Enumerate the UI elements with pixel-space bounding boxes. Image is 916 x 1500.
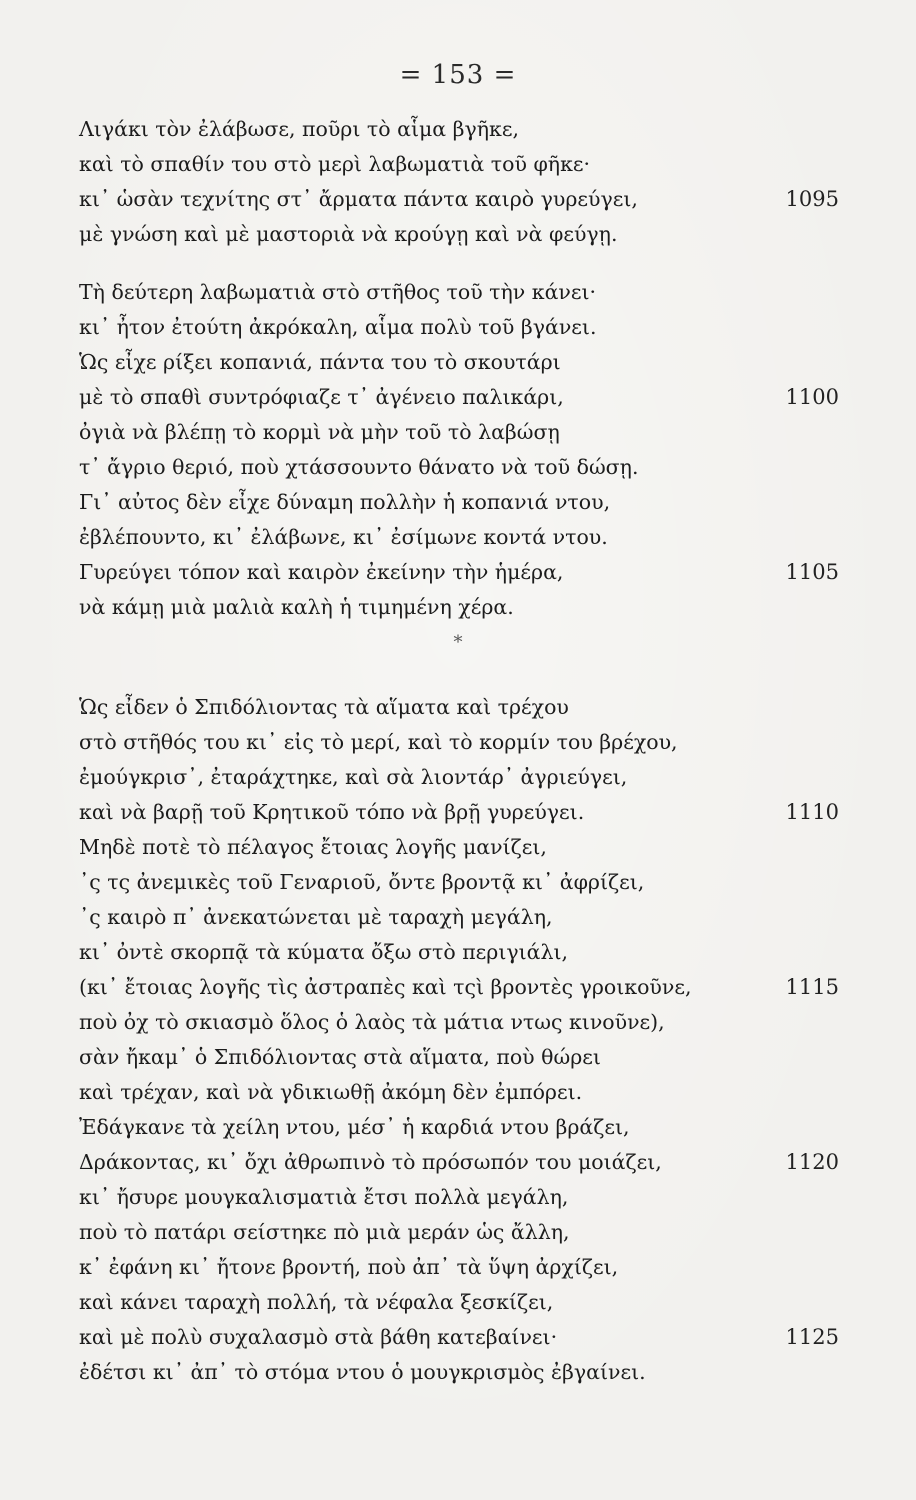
verse-line — [79, 1250, 839, 1285]
verse-text: Μηδὲ ποτὲ τὸ πέλαγος ἔτοιας λογῆς μανίζει, — [79, 835, 547, 859]
verse-line — [79, 1320, 839, 1355]
verse-line — [79, 1215, 839, 1250]
verse-text: κι᾽ ὡσὰν τεχνίτης στ᾽ ἄρματα πάντα καιρὸ γυρεύγει, — [79, 187, 638, 211]
line-number: 1115 — [785, 975, 839, 999]
verse-line — [79, 485, 839, 520]
verse-text: ᾽ς τς ἀνεμικὲς τοῦ Γεναριοῦ, ὄντε βροντᾷ κι᾽ ἀφρίζει, — [79, 870, 645, 894]
verse-text: καὶ μὲ πολὺ συχαλασμὸ στὰ βάθη κατεβαίνει· — [79, 1325, 558, 1349]
verse-text: καὶ τὸ σπαθίν του στὸ μερὶ λαβωματιὰ τοῦ φῆκε· — [79, 152, 591, 176]
verse-line — [79, 830, 839, 865]
verse-text: σὰν ἤκαμ᾽ ὁ Σπιδόλιοντας στὰ αἵματα, ποὺ θώρει — [79, 1045, 601, 1069]
verse-text: καὶ τρέχαν, καὶ νὰ γδικιωθῇ ἀκόμη δὲν ἐμπόρει. — [79, 1080, 583, 1104]
verse-text: ποὺ ὀχ τὸ σκιασμὸ ὅλος ὁ λαὸς τὰ μάτια ντως κινοῦνε), — [79, 1010, 665, 1034]
verse-line — [79, 217, 839, 252]
verse-text: κι᾽ ἦτον ἐτούτη ἀκρόκαλη, αἷμα πολὺ τοῦ βγάνει. — [79, 315, 597, 339]
verse-text: κ᾽ ἐφάνη κι᾽ ἤτονε βροντή, ποὺ ἀπ᾽ τὰ ὕψη ἀρχίζει, — [79, 1255, 619, 1279]
verse-line — [79, 555, 839, 590]
verse-text: στὸ στῆθός του κι᾽ εἰς τὸ μερί, καὶ τὸ κορμίν του βρέχου, — [79, 730, 678, 754]
verse-text: τ᾽ ἄγριο θεριό, ποὺ χτάσσουντο θάνατο νὰ τοῦ δώσῃ. — [79, 455, 639, 479]
verse-text: ᾽ς καιρὸ π᾽ ἀνεκατώνεται μὲ ταραχὴ μεγάλη, — [79, 905, 553, 929]
verse-text: ποὺ τὸ πατάρι σείστηκε πὸ μιὰ μεράν ὡς ἄλλη, — [79, 1220, 570, 1244]
verse-text: καὶ νὰ βαρῇ τοῦ Κρητικοῦ τόπο νὰ βρῇ γυρεύγει. — [79, 800, 585, 824]
verse-line — [79, 1180, 839, 1215]
verse-text: ἐβλέπουντο, κι᾽ ἐλάβωνε, κι᾽ ἐσίμωνε κοντά ντου. — [79, 525, 608, 549]
page-number: = 153 = — [399, 60, 517, 90]
verse-text: καὶ κάνει ταραχὴ πολλή, τὰ νέφαλα ξεσκίζει, — [79, 1290, 554, 1314]
verse-line — [79, 1005, 839, 1040]
verse-text: μὲ τὸ σπαθὶ συντρόφιαζε τ᾽ ἀγένειο παλικάρι, — [79, 385, 564, 409]
stanza-3 — [79, 690, 839, 1390]
verse-line — [79, 310, 839, 345]
verse-line — [79, 1145, 839, 1180]
verse-line — [79, 970, 839, 1005]
verse-line — [79, 380, 839, 415]
verse-text: ὀγιὰ νὰ βλέπῃ τὸ κορμὶ νὰ μὴν τοῦ τὸ λαβώσῃ — [79, 420, 560, 444]
verse-text: Ὡς εἶδεν ὁ Σπιδόλιοντας τὰ αἵματα καὶ τρέχου — [79, 695, 569, 719]
verse-line — [79, 1040, 839, 1075]
verse-line — [79, 275, 839, 310]
section-separator: * — [453, 632, 463, 653]
verse-text: κι᾽ ἤσυρε μουγκαλισματιὰ ἔτσι πολλὰ μεγάλη, — [79, 1185, 569, 1209]
verse-line — [79, 725, 839, 760]
verse-text: ἐδέτσι κι᾽ ἀπ᾽ τὸ στόμα ντου ὁ μουγκρισμὸς ἐβγαίνει. — [79, 1360, 646, 1384]
verse-text: Γι᾽ αὐτος δὲν εἶχε δύναμη πολλὴν ἡ κοπανιά ντου, — [79, 490, 611, 514]
verse-line — [79, 415, 839, 450]
verse-text: (κι᾽ ἔτοιας λογῆς τὶς ἀστραπὲς καὶ τςὶ βροντὲς γροικοῦνε, — [79, 975, 692, 999]
line-number: 1120 — [785, 1150, 839, 1174]
verse-line — [79, 865, 839, 900]
verse-line — [79, 795, 839, 830]
verse-line — [79, 935, 839, 970]
line-number: 1095 — [785, 187, 839, 211]
verse-text: Λιγάκι τὸν ἐλάβωσε, ποῦρι τὸ αἷμα βγῆκε, — [79, 117, 519, 141]
line-number: 1125 — [785, 1325, 839, 1349]
verse-line — [79, 1075, 839, 1110]
line-number: 1100 — [785, 385, 839, 409]
verse-line — [79, 900, 839, 935]
verse-line — [79, 345, 839, 380]
verse-line — [79, 1355, 839, 1390]
verse-text: Ἐδάγκανε τὰ χείλη ντου, μέσ᾽ ἡ καρδιά ντου βράζει, — [79, 1115, 630, 1139]
line-number: 1110 — [785, 800, 839, 824]
verse-text: Δράκοντας, κι᾽ ὄχι ἀθρωπινὸ τὸ πρόσωπόν του μοιάζει, — [79, 1150, 662, 1174]
verse-text: μὲ γνώση καὶ μὲ μαστοριὰ νὰ κρούγῃ καὶ νὰ φεύγῃ. — [79, 222, 618, 246]
verse-text: Τὴ δεύτερη λαβωματιὰ στὸ στῆθος τοῦ τὴν κάνει· — [79, 280, 597, 304]
verse-line — [79, 112, 839, 147]
verse-line — [79, 590, 839, 625]
verse-line — [79, 520, 839, 555]
verse-line — [79, 1110, 839, 1145]
verse-text: κι᾽ ὀντὲ σκορπᾷ τὰ κύματα ὄξω στὸ περιγιάλι, — [79, 940, 569, 964]
verse-text: ἐμούγκρισ᾽, ἐταράχτηκε, καὶ σὰ λιοντάρ᾽ ἀγριεύγει, — [79, 765, 628, 789]
verse-text: Ὡς εἶχε ρίξει κοπανιά, πάντα του τὸ σκουτάρι — [79, 350, 561, 374]
verse-line — [79, 182, 839, 217]
verse-text: νὰ κάμῃ μιὰ μαλιὰ καλὴ ἡ τιμημένη χέρα. — [79, 595, 514, 619]
stanza-2 — [79, 275, 839, 625]
line-number: 1105 — [785, 560, 839, 584]
verse-line — [79, 760, 839, 795]
verse-text: Γυρεύγει τόπον καὶ καιρὸν ἐκείνην τὴν ἡμέρα, — [79, 560, 564, 584]
verse-line — [79, 450, 839, 485]
verse-line — [79, 690, 839, 725]
verse-line — [79, 1285, 839, 1320]
verse-line — [79, 147, 839, 182]
stanza-1 — [79, 112, 839, 252]
